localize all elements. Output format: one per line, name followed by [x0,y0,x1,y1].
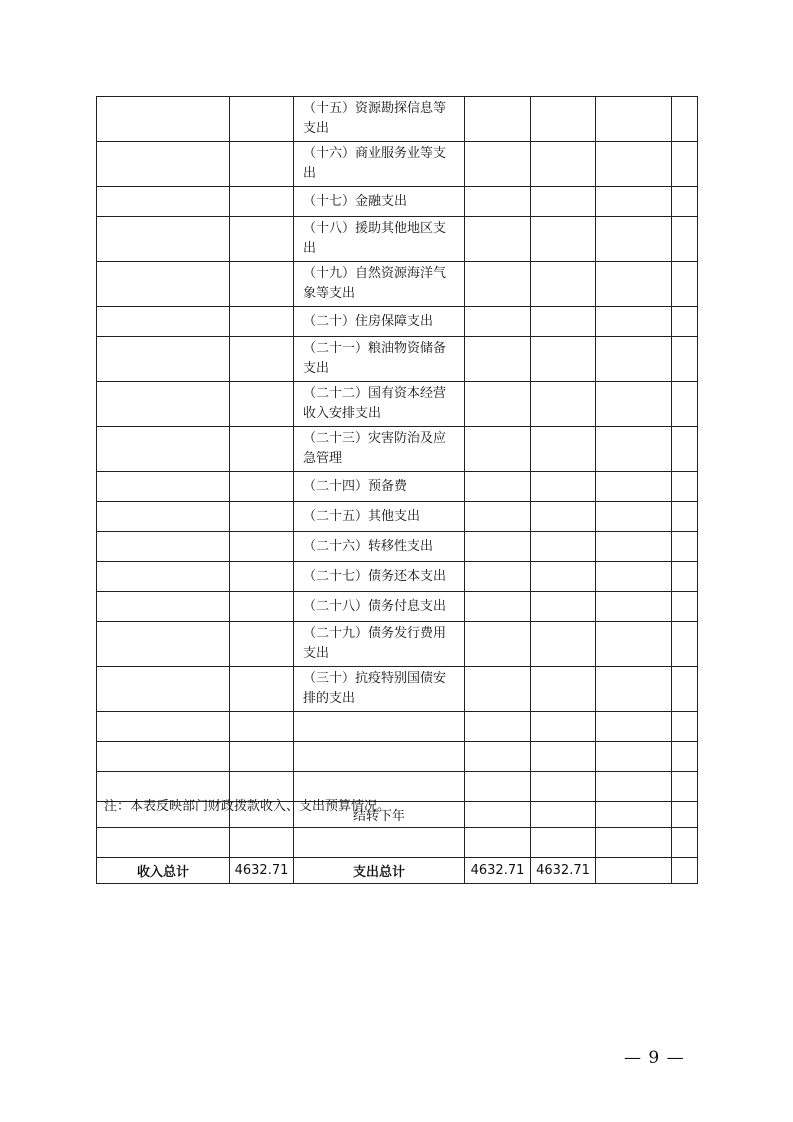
expense-item: （二十六）转移性支出 [294,532,465,562]
table-row [97,532,698,562]
expense-item: （十九）自然资源海洋气象等支出 [294,262,465,307]
table-row [97,307,698,337]
table-row [97,262,698,307]
income-total-value: 4632.71 [230,858,294,884]
expense-item: （二十七）债务还本支出 [294,562,465,592]
expense-item: （三十）抗疫特别国债安排的支出 [294,667,465,712]
table-row [97,502,698,532]
expense-total-value-2: 4632.71 [531,858,596,884]
table-row [97,427,698,472]
carry-forward-label: 结转下年 [294,802,465,828]
table-row [97,712,698,742]
table-note: 注：本表反映部门财政拨款收入、支出预算情况。 [104,799,391,814]
expense-item: （二十）住房保障支出 [294,307,465,337]
table-row [97,472,698,502]
expense-item: （十七）金融支出 [294,187,465,217]
budget-table [96,96,698,884]
table-row [97,562,698,592]
expense-item [294,742,465,772]
table-row [97,142,698,187]
expense-item: （二十五）其他支出 [294,502,465,532]
expense-item: （二十一）粮油物资储备支出 [294,337,465,382]
expense-item: （十六）商业服务业等支出 [294,142,465,187]
expense-item [294,712,465,742]
expense-item: （二十八）债务付息支出 [294,592,465,622]
expense-total-label: 支出总计 [294,858,465,884]
expense-item [294,772,465,802]
total-row [97,858,698,884]
income-total-label: 收入总计 [97,858,230,884]
expense-item: （二十九）债务发行费用支出 [294,622,465,667]
expense-item [294,828,465,858]
expense-total-value: 4632.71 [465,858,531,884]
expense-item: （二十四）预备费 [294,472,465,502]
table-row [97,337,698,382]
expense-item: （二十二）国有资本经营收入安排支出 [294,382,465,427]
table-row [97,742,698,772]
table-row [97,667,698,712]
table-row [97,772,698,802]
table-row [97,828,698,858]
table-row [97,97,698,142]
table-row [97,187,698,217]
table-row [97,592,698,622]
expense-item: （十八）援助其他地区支出 [294,217,465,262]
table-row [97,217,698,262]
expense-item: （二十三）灾害防治及应急管理 [294,427,465,472]
table-row [97,382,698,427]
expense-item: （十五）资源勘探信息等支出 [294,97,465,142]
page-number: — 9 — [624,1048,685,1068]
table-row [97,622,698,667]
